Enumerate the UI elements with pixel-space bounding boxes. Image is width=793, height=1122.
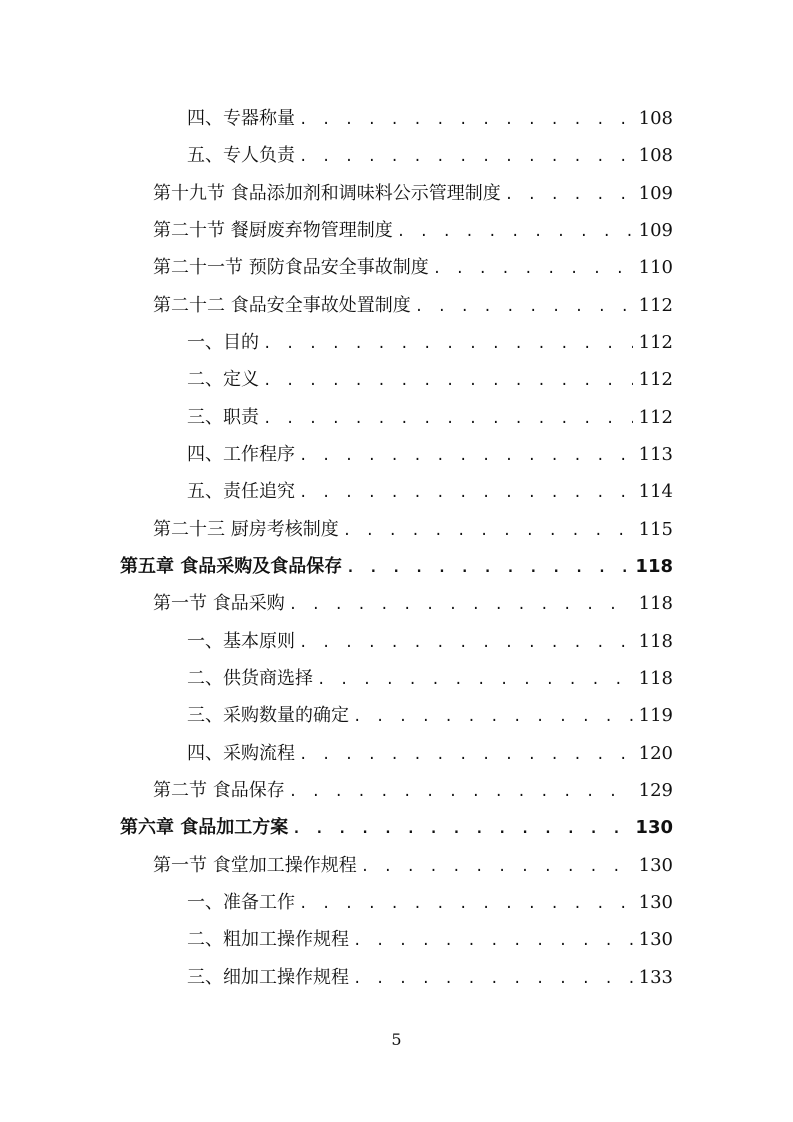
toc-entry-page: 130 (638, 855, 673, 876)
toc-entry-page: 108 (638, 108, 673, 129)
toc-entry (153, 776, 673, 806)
toc-entry-title: 第二节 食品保存 (153, 780, 285, 801)
toc-entry (187, 328, 673, 358)
toc-entry-page: 130 (635, 817, 673, 838)
toc-entry-page: 113 (638, 444, 673, 465)
dot-leader (289, 590, 633, 620)
toc-entry-title: 第十九节 食品添加剂和调味料公示管理制度 (153, 183, 501, 204)
dot-leader (299, 628, 633, 658)
toc-entry-page: 133 (638, 967, 673, 988)
toc-entry-title: 二、粗加工操作规程 (187, 929, 349, 950)
toc-entry-page: 112 (638, 332, 673, 353)
toc-entry-title: 三、采购数量的确定 (187, 705, 349, 726)
dot-leader (346, 553, 629, 583)
toc-entry-title: 第二十三 厨房考核制度 (153, 519, 339, 540)
toc-entry-page: 110 (638, 257, 673, 278)
dot-leader (292, 814, 629, 844)
toc-entry-page: 109 (638, 220, 673, 241)
toc-entry-page: 118 (638, 631, 673, 652)
toc-chapter-entry (120, 552, 673, 582)
toc-entry (187, 739, 673, 769)
toc-entry-title: 一、基本原则 (187, 631, 295, 652)
toc-entry-title: 二、供货商选择 (187, 668, 313, 689)
toc-entry-title: 四、采购流程 (187, 743, 295, 764)
dot-leader (343, 516, 633, 546)
toc-entry (187, 888, 673, 918)
toc-entry-title: 第五章 食品采购及食品保存 (120, 556, 343, 577)
toc-entry (153, 851, 673, 881)
dot-leader (317, 665, 633, 695)
dot-leader (353, 702, 633, 732)
toc-entry-page: 112 (638, 369, 673, 390)
dot-leader (353, 926, 633, 956)
toc-entry (187, 664, 673, 694)
toc-entry-page: 112 (638, 407, 673, 428)
toc-entry-page: 118 (638, 593, 673, 614)
toc-entry-title: 四、专器称量 (187, 108, 295, 129)
dot-leader (397, 217, 633, 247)
dot-leader (299, 889, 633, 919)
dot-leader (299, 142, 633, 172)
toc-entry-title: 五、责任追究 (187, 481, 295, 502)
toc-entry-title: 三、细加工操作规程 (187, 967, 349, 988)
toc-entry (187, 104, 673, 134)
dot-leader (361, 852, 633, 882)
toc-entry-title: 第一节 食堂加工操作规程 (153, 855, 357, 876)
page-number: 5 (391, 1030, 402, 1049)
toc-entry-page: 109 (638, 183, 673, 204)
toc-entry (153, 589, 673, 619)
toc-entry-title: 第六章 食品加工方案 (120, 817, 289, 838)
toc-entry-title: 第一节 食品采购 (153, 593, 285, 614)
toc-entry-page: 119 (638, 705, 673, 726)
toc-entry-page: 112 (638, 295, 673, 316)
dot-leader (415, 292, 633, 322)
toc-entry (187, 925, 673, 955)
toc-entry-page: 118 (638, 668, 673, 689)
toc-entry (187, 477, 673, 507)
toc-entry-title: 四、工作程序 (187, 444, 295, 465)
toc-entry-page: 114 (638, 481, 673, 502)
toc-entry-title: 第二十节 餐厨废弃物管理制度 (153, 220, 393, 241)
toc-entry (187, 365, 673, 395)
dot-leader (263, 366, 633, 396)
toc-entry (187, 701, 673, 731)
toc-entry-title: 第二十二 食品安全事故处置制度 (153, 295, 411, 316)
toc-entry-title: 三、职责 (187, 407, 259, 428)
dot-leader (299, 441, 633, 471)
toc-entry (153, 216, 673, 246)
toc-entry (187, 440, 673, 470)
dot-leader (505, 180, 633, 210)
toc-entry-page: 115 (638, 519, 673, 540)
toc-entry (187, 403, 673, 433)
dot-leader (299, 478, 633, 508)
toc-entry-page: 120 (638, 743, 673, 764)
toc-chapter-entry (120, 813, 673, 843)
dot-leader (353, 964, 633, 994)
toc-entry (153, 515, 673, 545)
toc-entry-page: 130 (638, 929, 673, 950)
toc-entry-title: 五、专人负责 (187, 145, 295, 166)
toc-entry-page: 130 (638, 892, 673, 913)
toc-entry-title: 第二十一节 预防食品安全事故制度 (153, 257, 429, 278)
toc-entry (153, 179, 673, 209)
toc-entry (153, 253, 673, 283)
dot-leader (289, 777, 633, 807)
dot-leader (433, 254, 633, 284)
toc-entry-page: 129 (638, 780, 673, 801)
dot-leader (299, 105, 633, 135)
toc-entry (187, 627, 673, 657)
toc-entry-title: 一、准备工作 (187, 892, 295, 913)
toc-entry-title: 一、目的 (187, 332, 259, 353)
toc-entry-page: 108 (638, 145, 673, 166)
dot-leader (299, 740, 633, 770)
dot-leader (263, 404, 633, 434)
toc-entry (153, 291, 673, 321)
toc-entry (187, 963, 673, 993)
toc-entry (187, 141, 673, 171)
dot-leader (263, 329, 633, 359)
toc-entry-page: 118 (635, 556, 673, 577)
toc-entry-title: 二、定义 (187, 369, 259, 390)
